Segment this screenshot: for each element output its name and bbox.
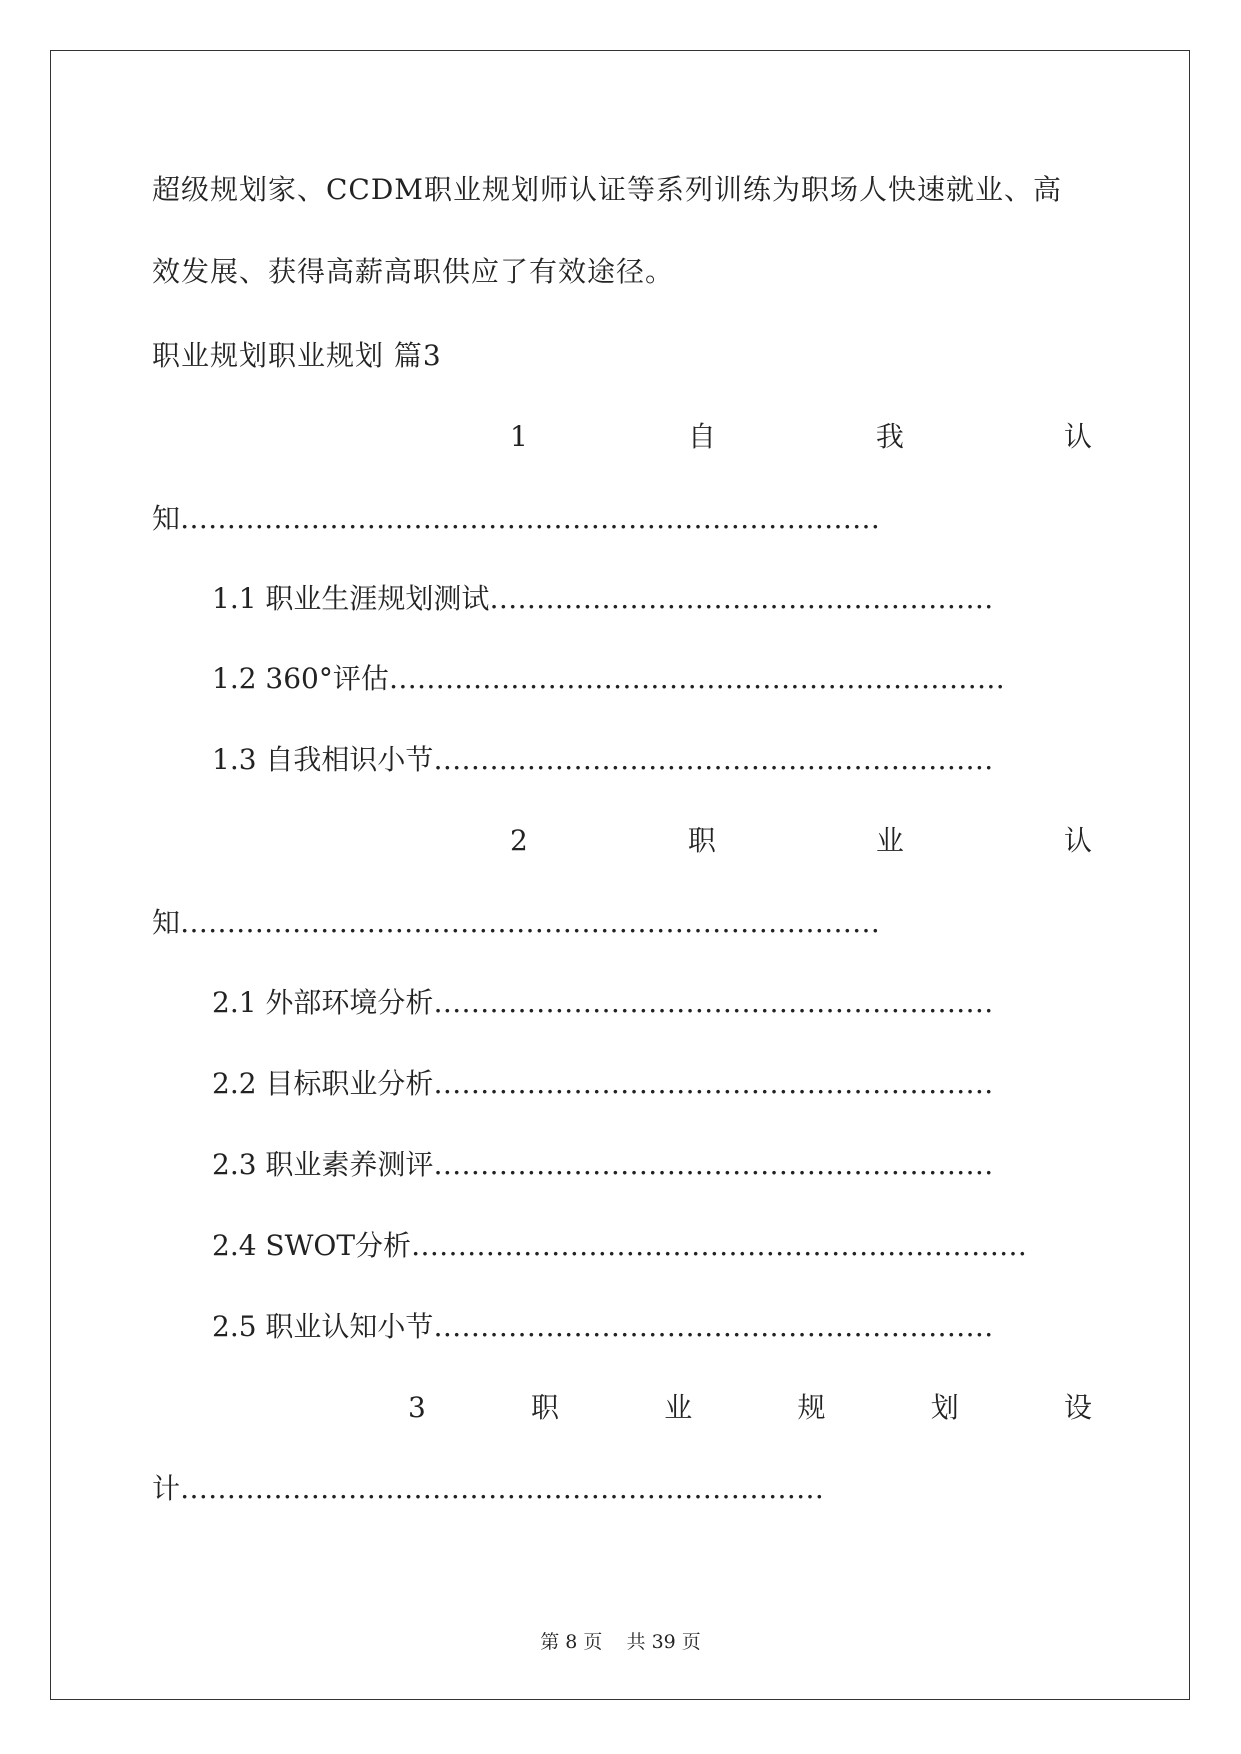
toc-chapter-3-char: 规: [797, 1391, 826, 1424]
toc-chapter-1-char: 1: [510, 420, 528, 453]
toc-chapter-2-char: 2: [510, 824, 528, 857]
toc-chapter-3-continuation: 计……………………………………………………………: [152, 1472, 825, 1505]
toc-chapter-2-char: 业: [875, 824, 904, 857]
toc-entry-2-2: 2.2 目标职业分析……………………………………………………: [212, 1067, 994, 1100]
toc-chapter-2-continuation: 知…………………………………………………………………: [152, 906, 881, 939]
toc-chapter-1-char: 我: [875, 420, 904, 453]
toc-entry-1-2: 1.2 360°评估…………………………………………………………: [212, 662, 1005, 695]
section-heading: 职业规划职业规划 篇3: [152, 339, 442, 372]
toc-chapter-2-char: 职: [687, 824, 716, 857]
toc-chapter-3-char: 职: [531, 1391, 560, 1424]
toc-chapter-2-title: [510, 821, 1092, 861]
toc-chapter-3-char: 划: [930, 1391, 959, 1424]
toc-entry-1-3: 1.3 自我相识小节……………………………………………………: [212, 743, 994, 776]
toc-chapter-3-char: 业: [664, 1391, 693, 1424]
toc-chapter-1-title: [510, 417, 1092, 457]
page-border: [50, 50, 1190, 1700]
paragraph-line-2: 效发展、获得高薪高职供应了有效途径。: [152, 255, 675, 288]
toc-entry-2-1: 2.1 外部环境分析……………………………………………………: [212, 986, 994, 1019]
toc-chapter-1-char: 自: [687, 420, 716, 453]
toc-chapter-1-char: 认: [1063, 420, 1092, 453]
page-footer: 第 8 页 共 39 页: [540, 1631, 701, 1653]
toc-entry-2-5: 2.5 职业认知小节……………………………………………………: [212, 1310, 994, 1343]
toc-chapter-2-char: 认: [1063, 824, 1092, 857]
toc-chapter-3-char: 设: [1063, 1391, 1092, 1424]
toc-entry-1-1: 1.1 职业生涯规划测试………………………………………………: [212, 582, 994, 615]
toc-chapter-1-continuation: 知…………………………………………………………………: [152, 502, 881, 535]
paragraph-line-1: 超级规划家、CCDM职业规划师认证等系列训练为职场人快速就业、高: [152, 173, 1062, 206]
toc-entry-2-3: 2.3 职业素养测评……………………………………………………: [212, 1148, 994, 1181]
toc-chapter-3-char: 3: [408, 1391, 426, 1424]
toc-entry-2-4: 2.4 SWOT分析…………………………………………………………: [212, 1229, 1028, 1262]
toc-chapter-3-title: [408, 1388, 1092, 1428]
